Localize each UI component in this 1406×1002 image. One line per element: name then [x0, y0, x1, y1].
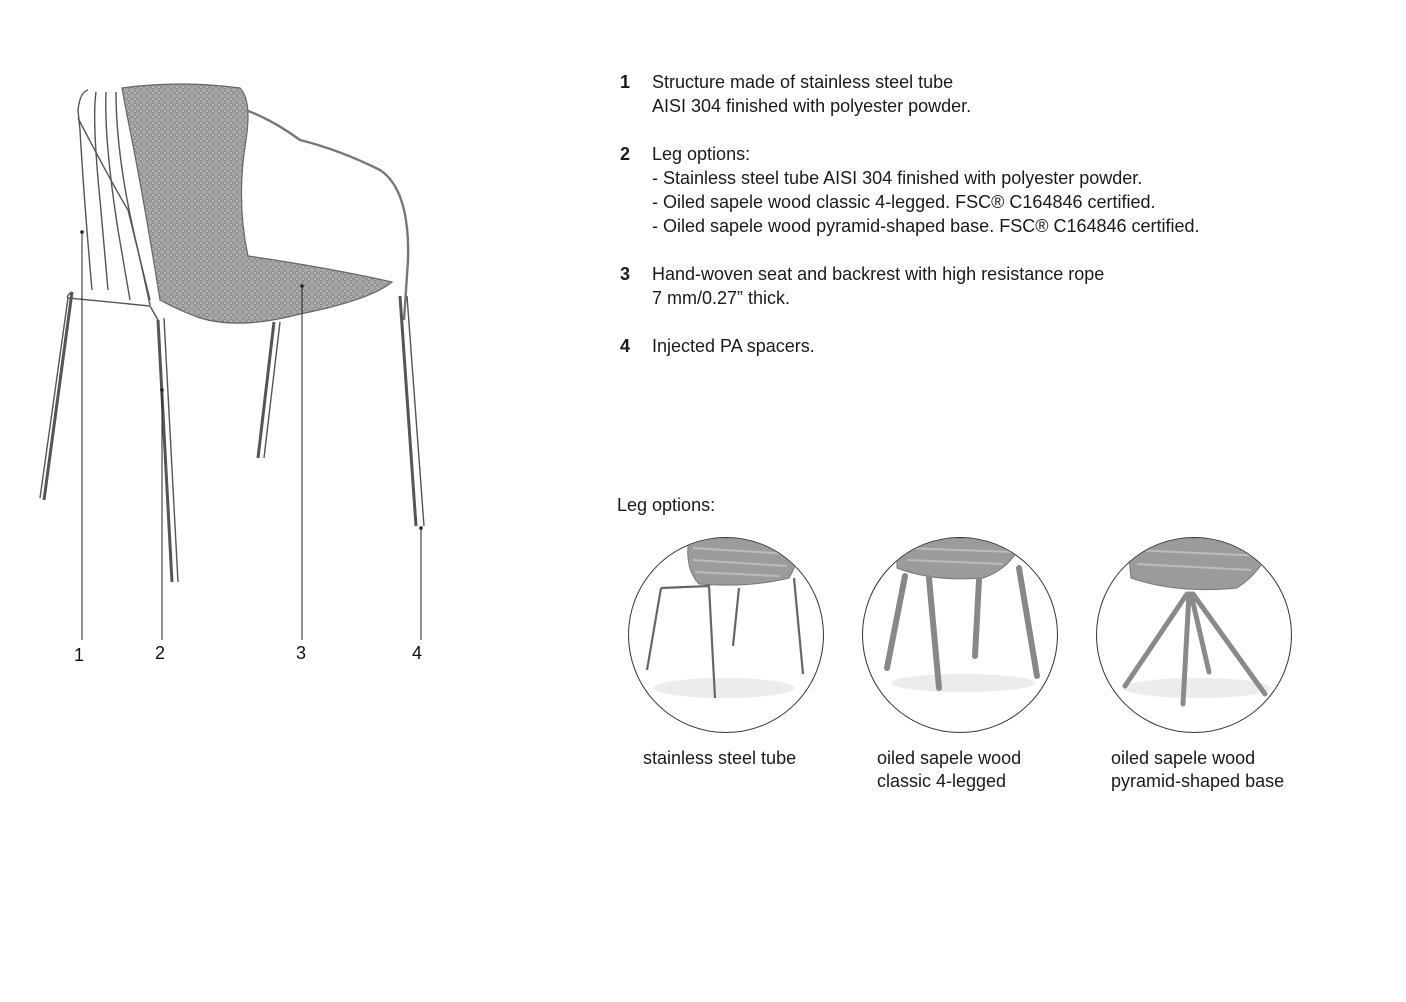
- woven-seat-backrest: [122, 84, 392, 323]
- leg-option-caption: [643, 747, 796, 770]
- spec-line: - Stainless steel tube AISI 304 finished with polyester powder.: [652, 168, 1143, 188]
- spec-list: [620, 70, 1380, 382]
- leg-option-caption: [877, 747, 1021, 793]
- spec-line: - Oiled sapele wood pyramid-shaped base. FSC® C164846 certified.: [652, 216, 1200, 236]
- spec-number: 4: [620, 336, 631, 356]
- spec-line: Leg options:: [652, 144, 751, 164]
- caption-line: stainless steel tube: [643, 748, 797, 768]
- leg-option-image: [628, 537, 824, 733]
- spec-line: Structure made of stainless steel tube: [652, 72, 954, 92]
- caption-line: oiled sapele wood: [1111, 748, 1256, 768]
- spec-item-4: [620, 334, 1380, 358]
- leg-option-image: [1096, 537, 1292, 733]
- spec-item-1: [620, 70, 1380, 118]
- caption-line: pyramid-shaped base: [1111, 771, 1285, 791]
- callout-3: 3: [296, 643, 307, 663]
- leg-options-title: Leg options:: [617, 495, 716, 515]
- spec-line: AISI 304 finished with polyester powder.: [652, 96, 972, 116]
- leg-option-image: [862, 537, 1058, 733]
- callout-1: 1: [74, 645, 85, 665]
- spec-number: 2: [620, 144, 631, 164]
- spec-line: Hand-woven seat and backrest with high resistance rope: [652, 264, 1105, 284]
- chair-technical-drawing: [0, 0, 560, 720]
- spec-number: 1: [620, 72, 631, 92]
- caption-line: classic 4-legged: [877, 771, 1007, 791]
- spec-line: Injected PA spacers.: [652, 336, 815, 356]
- spec-item-3: [620, 262, 1380, 310]
- callout-2: 2: [155, 643, 166, 663]
- spec-line: - Oiled sapele wood classic 4-legged. FSC® C164846 certified.: [652, 192, 1156, 212]
- caption-line: oiled sapele wood: [877, 748, 1022, 768]
- leg-option-caption: [1111, 747, 1284, 793]
- spec-item-2: [620, 142, 1380, 238]
- callout-4: 4: [412, 643, 423, 663]
- spec-line: 7 mm/0.27” thick.: [652, 288, 791, 308]
- spec-number: 3: [620, 264, 631, 284]
